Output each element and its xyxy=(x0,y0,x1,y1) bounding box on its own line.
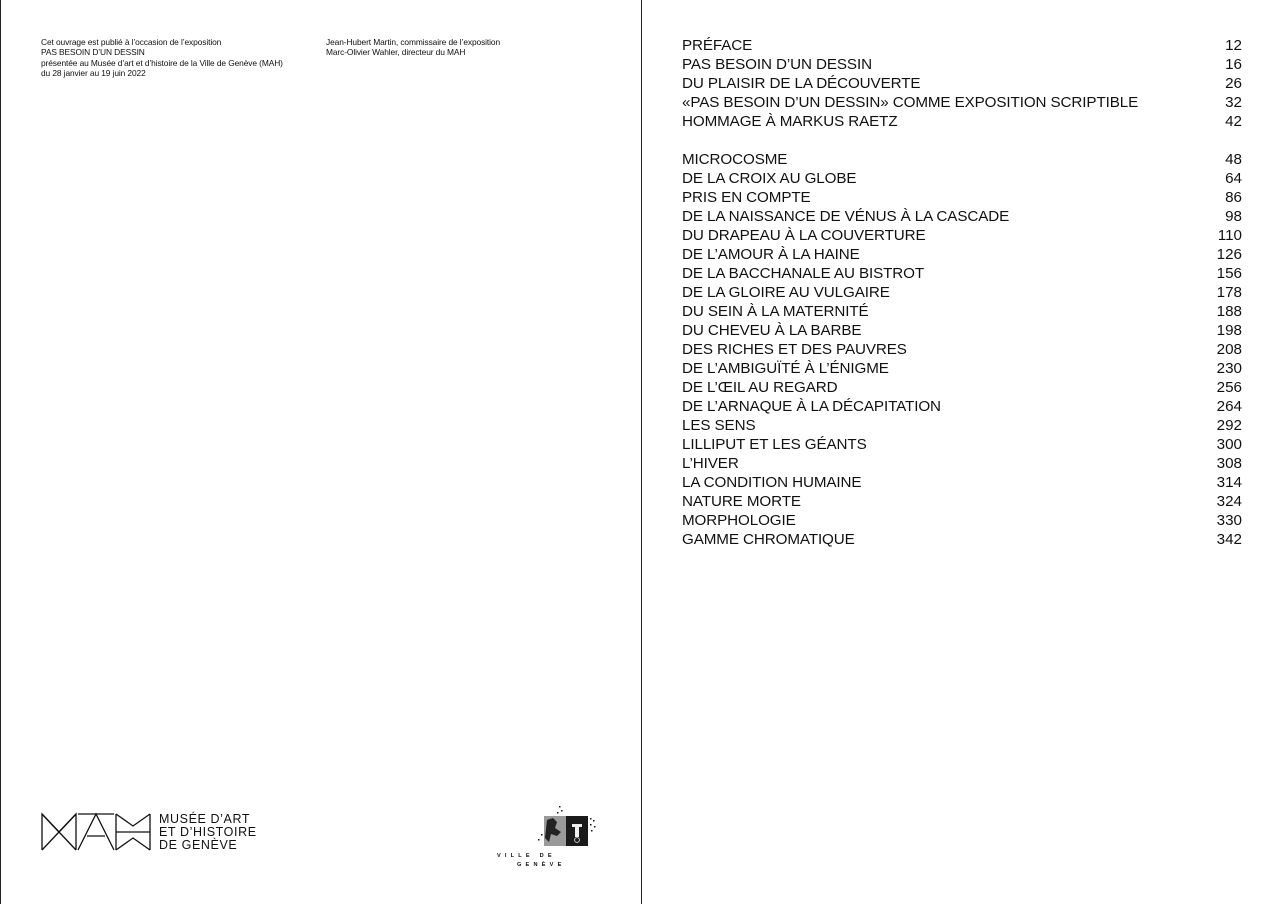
toc-entry xyxy=(682,55,1242,74)
mah-monogram-icon xyxy=(41,812,151,852)
toc-title: DU CHEVEU À LA BARBE xyxy=(682,322,862,339)
toc-title: PAS BESOIN D’UN DESSIN xyxy=(682,56,872,73)
ville-wordmark-line: VILLE DE xyxy=(497,853,556,859)
toc-entry xyxy=(682,321,1242,340)
toc-title: DE L’ŒIL AU REGARD xyxy=(682,379,838,396)
mah-wordmark-line: MUSÉE D’ART xyxy=(159,811,251,826)
toc-entry xyxy=(682,188,1242,207)
ville-wordmark-line: GENÈVE xyxy=(517,862,566,868)
toc-page-number: 156 xyxy=(1216,265,1242,282)
toc-entry xyxy=(682,435,1242,454)
toc-page-number: 208 xyxy=(1216,341,1242,358)
mah-wordmark xyxy=(159,813,257,852)
toc-page-number: 98 xyxy=(1225,208,1242,225)
toc-title: PRÉFACE xyxy=(682,37,753,54)
toc-page-number: 48 xyxy=(1225,151,1242,168)
toc-page-number: 178 xyxy=(1216,284,1242,301)
toc-page-number: 16 xyxy=(1225,56,1242,73)
toc-title: DU PLAISIR DE LA DÉCOUVERTE xyxy=(682,75,921,92)
toc-page-number: 300 xyxy=(1216,436,1242,453)
toc-title: DE L’ARNAQUE À LA DÉCAPITATION xyxy=(682,398,941,415)
mah-wordmark-line: ET D’HISTOIRE xyxy=(159,824,257,839)
toc-entry xyxy=(682,207,1242,226)
toc-entry xyxy=(682,74,1242,93)
toc-page-number: 12 xyxy=(1225,37,1242,54)
ville-de-geneve-logo xyxy=(497,806,607,870)
toc-page-number: 342 xyxy=(1216,531,1242,548)
toc-page-number: 292 xyxy=(1216,417,1242,434)
toc-title: DES RICHES ET DES PAUVRES xyxy=(682,341,907,358)
toc-entry xyxy=(682,454,1242,473)
toc-page-number: 86 xyxy=(1225,189,1242,206)
toc-title: MORPHOLOGIE xyxy=(682,512,796,529)
toc-title: DU DRAPEAU À LA COUVERTURE xyxy=(682,227,926,244)
toc-title: PRIS EN COMPTE xyxy=(682,189,811,206)
toc-page-number: 256 xyxy=(1216,379,1242,396)
toc-title: DE L’AMOUR À LA HAINE xyxy=(682,246,860,263)
toc-page-number: 126 xyxy=(1216,246,1242,263)
toc-entry xyxy=(682,359,1242,378)
toc-title: DE LA GLOIRE AU VULGAIRE xyxy=(682,284,890,301)
toc-title: DU SEIN À LA MATERNITÉ xyxy=(682,303,869,320)
toc-title: LA CONDITION HUMAINE xyxy=(682,474,862,491)
toc-title: GAMME CHROMATIQUE xyxy=(682,531,855,548)
toc-title: DE LA NAISSANCE DE VÉNUS À LA CASCADE xyxy=(682,208,1010,225)
colophon-credits xyxy=(326,37,500,58)
toc-entry xyxy=(682,93,1242,112)
toc-title: DE LA CROIX AU GLOBE xyxy=(682,170,857,187)
toc-entry xyxy=(682,36,1242,55)
toc-entry xyxy=(682,169,1242,188)
toc-page-number: 330 xyxy=(1216,512,1242,529)
toc-entry xyxy=(682,112,1242,131)
colophon-line: Jean-Hubert Martin, commissaire de l’exposition xyxy=(326,37,501,47)
toc-entry xyxy=(682,340,1242,359)
toc-entry xyxy=(682,416,1242,435)
colophon-publication xyxy=(41,37,283,78)
toc-page-number: 314 xyxy=(1216,474,1242,491)
toc-page-number: 64 xyxy=(1225,170,1242,187)
toc-page-number: 264 xyxy=(1216,398,1242,415)
toc-entry xyxy=(682,492,1242,511)
toc-title: LES SENS xyxy=(682,417,756,434)
toc-page-number: 188 xyxy=(1216,303,1242,320)
colophon-line: présentée au Musée d’art et d’histoire de la Ville de Genève (MAH) xyxy=(41,57,283,68)
toc-entry xyxy=(682,397,1242,416)
toc-entry xyxy=(682,473,1242,492)
toc-title: L’HIVER xyxy=(682,455,739,472)
toc-entry xyxy=(682,302,1242,321)
toc-title: NATURE MORTE xyxy=(682,493,801,510)
toc-entry xyxy=(682,378,1242,397)
toc-page-number: 42 xyxy=(1225,113,1242,130)
toc-title: DE LA BACCHANALE AU BISTROT xyxy=(682,265,925,282)
toc-page-number: 308 xyxy=(1216,455,1242,472)
colophon-line: du 28 janvier au 19 juin 2022 xyxy=(41,67,146,78)
toc-entry xyxy=(682,264,1242,283)
toc-entry xyxy=(682,226,1242,245)
table-of-contents-intro xyxy=(682,36,1242,131)
toc-page-number: 198 xyxy=(1216,322,1242,339)
toc-entry xyxy=(682,530,1242,549)
toc-entry xyxy=(682,150,1242,169)
mah-wordmark-line: DE GENÈVE xyxy=(159,837,238,852)
table-of-contents-chapters xyxy=(682,150,1242,549)
mah-logo xyxy=(41,812,257,852)
toc-page-number: 110 xyxy=(1217,227,1242,244)
toc-page-number: 26 xyxy=(1225,75,1242,92)
toc-page-number: 32 xyxy=(1225,94,1242,111)
colophon-line: Marc-Olivier Wahler, directeur du MAH xyxy=(326,47,466,58)
toc-page-number: 324 xyxy=(1216,493,1242,510)
toc-entry xyxy=(682,245,1242,264)
colophon-line: PAS BESOIN D’UN DESSIN xyxy=(41,47,145,58)
toc-entry xyxy=(682,511,1242,530)
toc-title: «PAS BESOIN D’UN DESSIN» COMME EXPOSITION SCRIPTIBLE xyxy=(682,94,1139,111)
toc-page-number: 230 xyxy=(1216,360,1242,377)
colophon-line: Cet ouvrage est publié à l’occasion de l’exposition xyxy=(41,37,222,47)
toc-entry xyxy=(682,283,1242,302)
toc-title: DE L’AMBIGUÏTÉ À L’ÉNIGME xyxy=(682,360,889,377)
geneva-coat-of-arms-icon xyxy=(497,806,607,852)
toc-title: MICROCOSME xyxy=(682,151,788,168)
toc-title: LILLIPUT ET LES GÉANTS xyxy=(682,436,867,453)
toc-title: HOMMAGE À MARKUS RAETZ xyxy=(682,113,898,130)
